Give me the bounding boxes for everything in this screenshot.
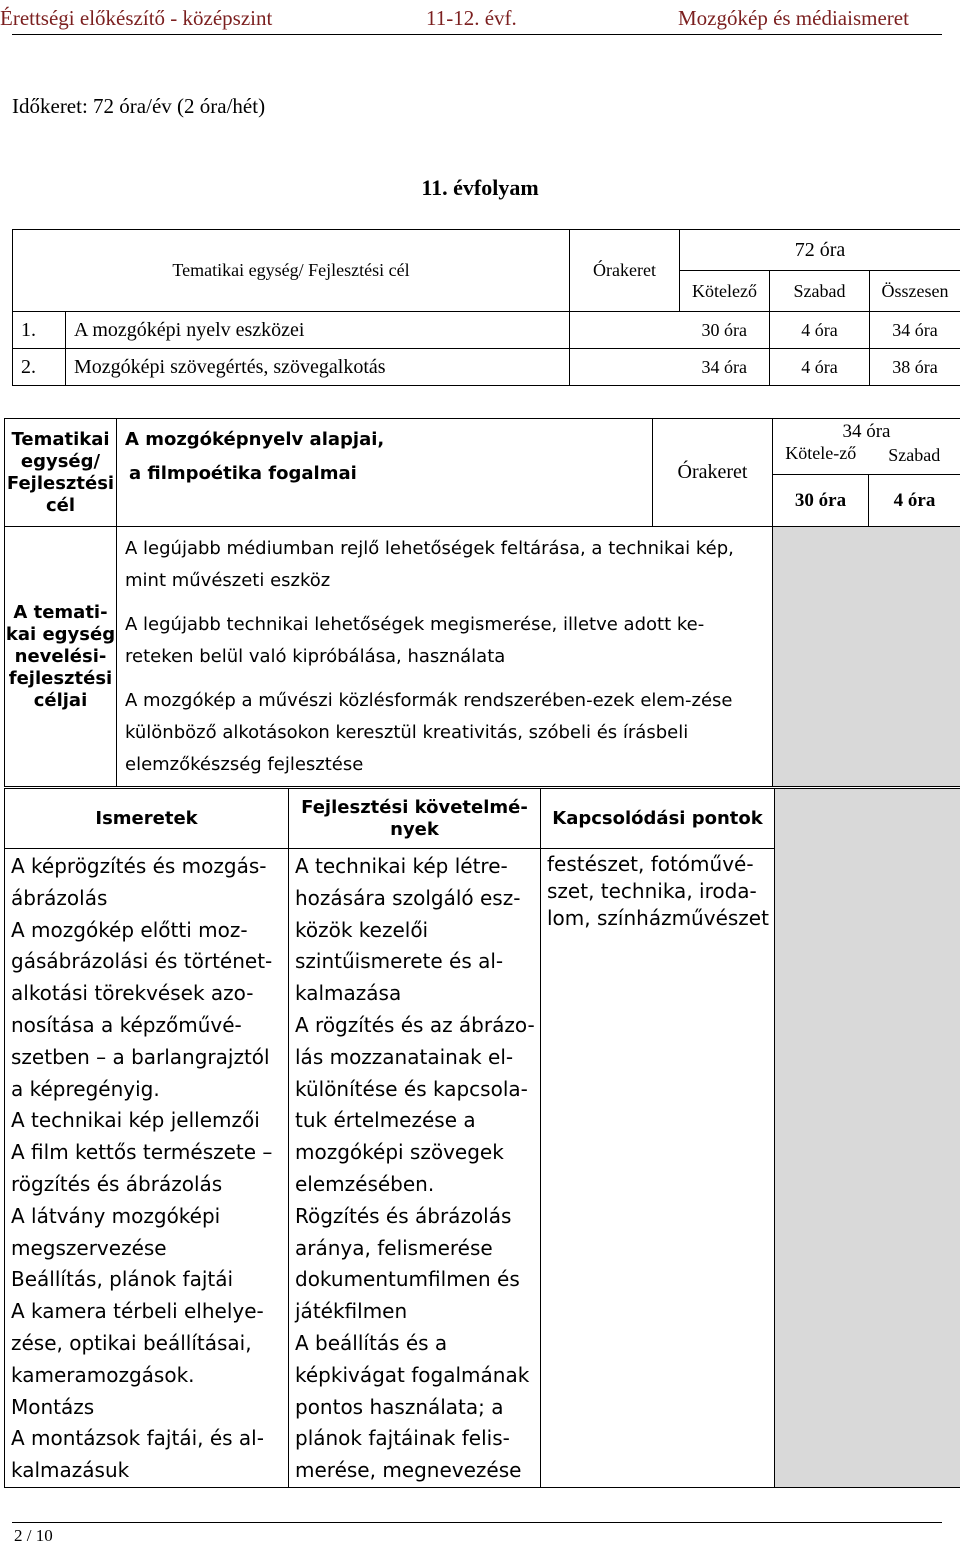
- summary-row-number: 2.: [13, 349, 66, 386]
- list-item: közök kezelői: [295, 917, 429, 942]
- summary-free-header: Szabad: [770, 271, 870, 312]
- content-shaded-cell: [775, 789, 960, 1488]
- list-item: szet, technika, iroda-: [547, 879, 757, 903]
- unit-goal: A legújabb médiumban rejlő lehetőségek feltárása, a technikai kép, mint művészeti eszköz: [125, 538, 734, 591]
- list-item: A film kettős természete –: [11, 1140, 273, 1165]
- list-item: A rögzítés és az ábrázo-: [295, 1012, 535, 1037]
- list-item: A beállítás és a: [295, 1330, 448, 1355]
- requirements-header: Fejlesztési követelmé-nyek: [289, 789, 541, 849]
- unit-total-value: 34 óra: [842, 421, 891, 442]
- list-item: kameramozgások.: [11, 1362, 195, 1387]
- summary-row-title: Mozgóképi szövegértés, szövegalkotás: [66, 349, 570, 386]
- list-item: dokumentumfilmen és: [295, 1267, 520, 1292]
- grade-heading: 11. évfolyam: [421, 175, 539, 200]
- unit-hours-subheaders: [773, 443, 960, 466]
- summary-row: [13, 349, 960, 386]
- list-item: elemzésében.: [295, 1171, 435, 1196]
- summary-row-title: A mozgóképi nyelv eszközei: [66, 312, 570, 349]
- unit-table: [4, 418, 960, 787]
- summary-row-number: 1.: [13, 312, 66, 349]
- list-item: szetben – a barlangrajztól: [11, 1044, 270, 1069]
- unit-goals-shaded-cell: [773, 527, 960, 787]
- header-subject: Mozgókép és médiaismeret: [678, 6, 909, 30]
- knowledge-header: Ismeretek: [5, 789, 289, 849]
- header-rule: [12, 34, 942, 35]
- summary-total-hours: 72 óra: [680, 230, 960, 271]
- summary-row-mandatory: 30 óra: [680, 312, 770, 349]
- summary-row-total: 38 óra: [870, 349, 960, 386]
- list-item: tuk értelmezése a: [295, 1108, 476, 1133]
- list-item: zése, optikai beállításai,: [11, 1330, 252, 1355]
- list-item: nosítása a képzőművé-: [11, 1012, 242, 1037]
- page-number: 2 / 10: [14, 1526, 53, 1545]
- unit-title-line: A mozgóképnyelv alapjai,: [125, 429, 385, 450]
- unit-goal: A mozgókép a művészi közlésformák rendszerében-ezek elem-zése különböző alkotásokon keresztül kreativitás, szóbeli és írásbeli elemzőkészség fejlesztése: [125, 690, 733, 775]
- unit-title-line: a filmpoétika fogalmai: [129, 463, 357, 484]
- summary-row-total: 34 óra: [870, 312, 960, 349]
- running-header: [0, 0, 960, 36]
- unit-goal: A legújabb technikai lehetőségek megismerése, illetve adott ke-reteken belül való kipróbálása, használata: [125, 614, 705, 667]
- unit-goals-label: A temati-kai egység nevelési-fejlesztési céljai: [5, 527, 117, 787]
- list-item: festészet, fotóművé-: [547, 852, 754, 876]
- list-item: Beállítás, plánok fajtái: [11, 1267, 234, 1292]
- footer-rule: [12, 1522, 942, 1523]
- list-item: játékfilmen: [295, 1299, 408, 1324]
- list-item: A mozgókép előtti moz-: [11, 917, 248, 942]
- list-item: merése, megnevezése: [295, 1458, 522, 1483]
- list-item: a képregényig.: [11, 1076, 160, 1101]
- summary-mandatory-header: Kötelező: [680, 271, 770, 312]
- header-course-level: Érettségi előkészítő - középszint: [0, 6, 273, 30]
- unit-topic-label: Tematikai egység/ Fejlesztési cél: [5, 419, 117, 527]
- list-item: ábrázolás: [11, 885, 108, 910]
- summary-row-free: 4 óra: [770, 312, 870, 349]
- unit-goals-text: [117, 527, 773, 787]
- list-item: A képrögzítés és mozgás-: [11, 854, 267, 878]
- list-item: A látvány mozgóképi: [11, 1203, 221, 1228]
- list-item: különítése és kapcsola-: [295, 1076, 528, 1101]
- timeframe-text: Időkeret: 72 óra/év (2 óra/hét): [12, 94, 266, 118]
- summary-row-spacer: [570, 312, 680, 349]
- list-item: kalmazása: [295, 981, 402, 1006]
- unit-free-label: Szabad: [888, 445, 941, 465]
- hours-summary-table: [12, 229, 960, 386]
- list-item: hozására szolgáló esz-: [295, 885, 521, 910]
- summary-row-spacer: [570, 349, 680, 386]
- list-item: rögzítés és ábrázolás: [11, 1171, 223, 1196]
- list-item: aránya, felismerése: [295, 1235, 493, 1260]
- knowledge-list: [5, 849, 289, 1488]
- requirements-list: [289, 849, 541, 1488]
- list-item: Montázs: [11, 1394, 95, 1419]
- unit-hours-label: Órakeret: [653, 419, 773, 527]
- list-item: A technikai kép jellemzői: [11, 1108, 260, 1133]
- summary-row: [13, 312, 960, 349]
- summary-hours-header: Órakeret: [570, 230, 680, 312]
- unit-total-hours: [773, 419, 960, 475]
- summary-row-free: 4 óra: [770, 349, 870, 386]
- list-item: alkotási törekvések azo-: [11, 981, 254, 1006]
- unit-free-hours: 4 óra: [869, 475, 960, 527]
- summary-total-header: Összesen: [870, 271, 960, 312]
- list-item: megszervezése: [11, 1235, 167, 1260]
- unit-mandatory-hours: 30 óra: [773, 475, 869, 527]
- list-item: szintűismerete és al-: [295, 949, 504, 974]
- list-item: pontos használata; a: [295, 1394, 504, 1419]
- list-item: A technikai kép létre-: [295, 854, 508, 878]
- list-item: A kamera térbeli elhelye-: [11, 1299, 264, 1324]
- header-grade-range: 11-12. évf.: [426, 6, 517, 30]
- list-item: gásábrázolási és történet-: [11, 949, 273, 974]
- summary-topic-header: Tematikai egység/ Fejlesztési cél: [13, 230, 570, 312]
- list-item: kalmazásuk: [11, 1458, 130, 1483]
- connections-header: Kapcsolódási pontok: [541, 789, 775, 849]
- list-item: A montázsok fajtái, és al-: [11, 1426, 264, 1451]
- list-item: lom, színházművészet: [547, 906, 769, 930]
- list-item: lás mozzanatainak el-: [295, 1044, 514, 1069]
- list-item: plánok fajtáinak felis-: [295, 1426, 510, 1451]
- content-table: [4, 788, 960, 1488]
- summary-row-mandatory: 34 óra: [680, 349, 770, 386]
- unit-title: [117, 419, 653, 527]
- unit-mandatory-label: Kötele-ző: [785, 443, 857, 463]
- list-item: képkivágat fogalmának: [295, 1362, 530, 1387]
- list-item: Rögzítés és ábrázolás: [295, 1203, 512, 1228]
- list-item: mozgóképi szövegek: [295, 1140, 504, 1165]
- connections-list: [541, 849, 775, 1488]
